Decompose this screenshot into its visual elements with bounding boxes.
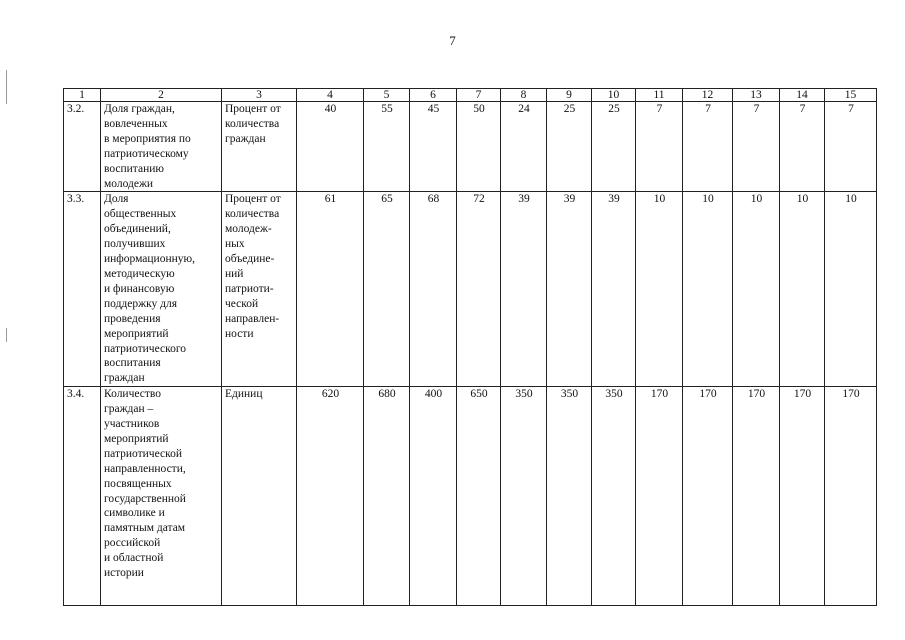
value-cell: 10 [636, 192, 683, 387]
value-cell: 350 [501, 387, 547, 606]
value-cell: 7 [825, 102, 877, 192]
row-id-cell: 3.2. [64, 102, 101, 192]
indicators-table [63, 88, 877, 606]
value-cell: 680 [364, 387, 410, 606]
value-cell: 40 [297, 102, 364, 192]
value-cell: 7 [733, 102, 780, 192]
value-cell: 39 [592, 192, 636, 387]
value-cell: 10 [733, 192, 780, 387]
value-cell: 39 [501, 192, 547, 387]
header-cell: 15 [825, 89, 877, 102]
value-cell: 45 [410, 102, 457, 192]
value-cell: 55 [364, 102, 410, 192]
value-cell: 650 [457, 387, 501, 606]
header-cell: 10 [592, 89, 636, 102]
header-cell: 5 [364, 89, 410, 102]
value-cell: 50 [457, 102, 501, 192]
value-cell: 170 [825, 387, 877, 606]
margin-mark-lower [6, 328, 7, 342]
header-cell: 6 [410, 89, 457, 102]
page-number: 7 [449, 33, 456, 48]
indicator-name-cell: Доля общественных объединений, получивших информационную, методическую и финансовую поддержку для проведения мероприятий патриотического воспитания граждан [101, 192, 222, 387]
table-row [64, 102, 877, 192]
value-cell: 170 [636, 387, 683, 606]
header-cell: 4 [297, 89, 364, 102]
unit-cell: Единиц [222, 387, 297, 606]
value-cell: 10 [683, 192, 733, 387]
value-cell: 24 [501, 102, 547, 192]
unit-cell: Процент от количества граждан [222, 102, 297, 192]
value-cell: 10 [825, 192, 877, 387]
value-cell: 170 [780, 387, 825, 606]
value-cell: 170 [683, 387, 733, 606]
value-cell: 65 [364, 192, 410, 387]
indicator-name-cell: Количество граждан – участников мероприятий патриотической направленности, посвященных государственной символике и памятным датам российской и областной истории [101, 387, 222, 606]
header-cell: 2 [101, 89, 222, 102]
header-cell: 11 [636, 89, 683, 102]
value-cell: 620 [297, 387, 364, 606]
table-row [64, 192, 877, 387]
value-cell: 25 [592, 102, 636, 192]
row-id-cell: 3.3. [64, 192, 101, 387]
header-cell: 12 [683, 89, 733, 102]
margin-mark-upper [6, 70, 7, 104]
header-cell: 1 [64, 89, 101, 102]
value-cell: 7 [636, 102, 683, 192]
value-cell: 170 [733, 387, 780, 606]
value-cell: 350 [592, 387, 636, 606]
table-header-row [64, 89, 877, 102]
indicator-name-cell: Доля граждан, вовлеченных в мероприятия по патриотическому воспитанию молодежи [101, 102, 222, 192]
value-cell: 72 [457, 192, 501, 387]
value-cell: 39 [547, 192, 592, 387]
value-cell: 10 [780, 192, 825, 387]
header-cell: 14 [780, 89, 825, 102]
unit-cell: Процент от количества молодеж- ных объедине- ний патриоти- ческой направлен- ности [222, 192, 297, 387]
header-cell: 7 [457, 89, 501, 102]
value-cell: 61 [297, 192, 364, 387]
value-cell: 68 [410, 192, 457, 387]
value-cell: 7 [780, 102, 825, 192]
header-cell: 13 [733, 89, 780, 102]
header-cell: 8 [501, 89, 547, 102]
row-id-cell: 3.4. [64, 387, 101, 606]
table-row [64, 387, 877, 606]
value-cell: 350 [547, 387, 592, 606]
header-cell: 3 [222, 89, 297, 102]
value-cell: 25 [547, 102, 592, 192]
header-cell: 9 [547, 89, 592, 102]
value-cell: 7 [683, 102, 733, 192]
value-cell: 400 [410, 387, 457, 606]
